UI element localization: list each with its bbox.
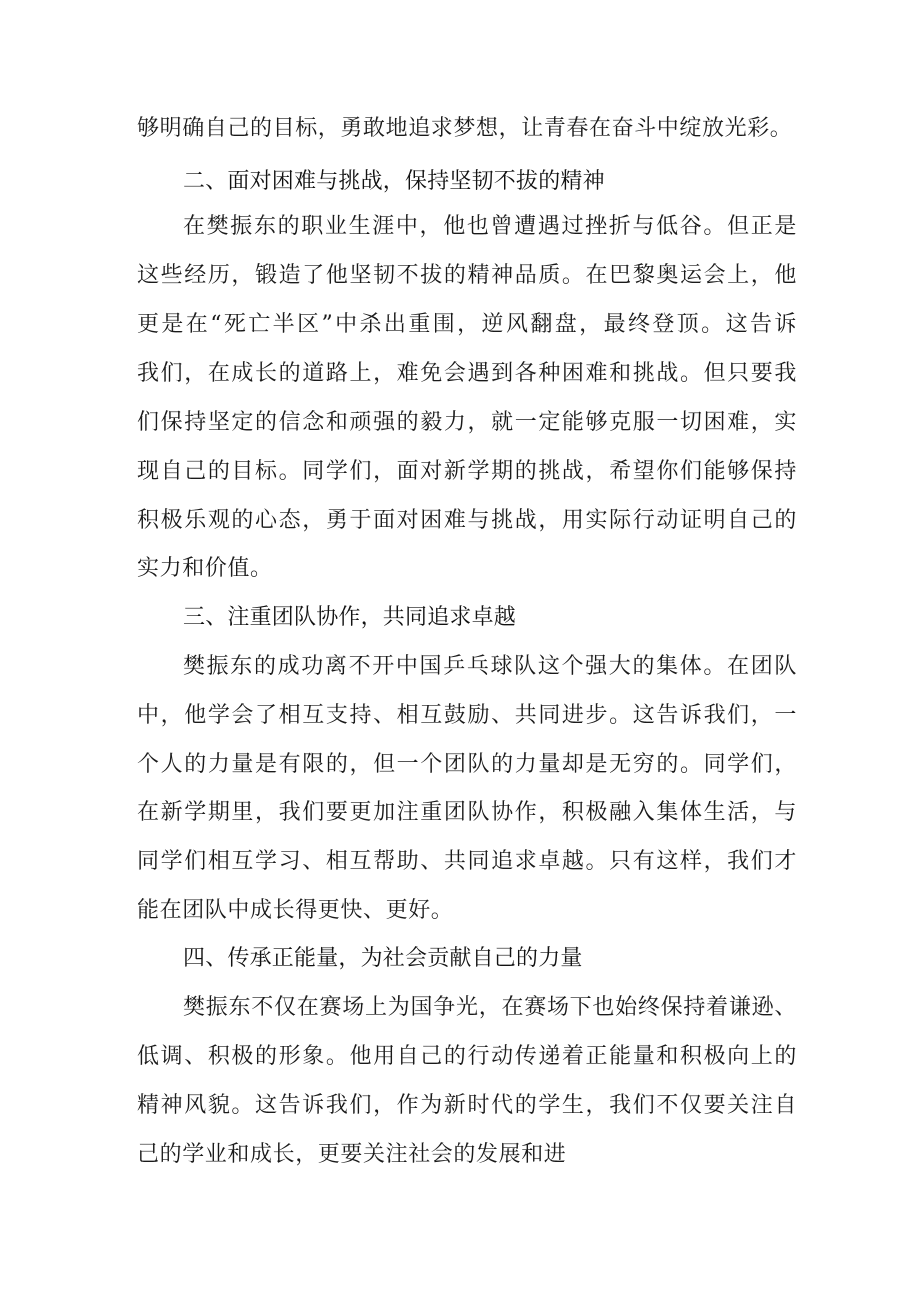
paragraph-line: 实力和价值。 <box>137 556 273 581</box>
paragraph-line: 够明确自己的目标，勇敢地追求梦想，让青春在奋斗中绽放光彩。 <box>137 116 793 141</box>
paragraph-line: 们保持坚定的信念和顽强的毅力，就一定能够克服一切困难，实 <box>137 410 797 435</box>
paragraph-line: 樊振东的成功离不开中国乒乓球队这个强大的集体。在团队 <box>183 654 797 679</box>
section-heading-3: 三、注重团队协作，共同追求卓越 <box>183 605 517 630</box>
paragraph-line: 在樊振东的职业生涯中，他也曾遭遇过挫折与低谷。但正是 <box>183 214 797 239</box>
paragraph-line: 现自己的目标。同学们，面对新学期的挑战，希望你们能够保持 <box>137 459 797 484</box>
paragraph-line: 己的学业和成长，更要关注社会的发展和进 <box>137 1142 567 1167</box>
paragraph-line: 能在团队中成长得更快、更好。 <box>137 898 454 923</box>
paragraph-line: 积极乐观的心态，勇于面对困难与挑战，用实际行动证明自己的 <box>137 508 797 533</box>
section-heading-4: 四、传承正能量，为社会贡献自己的力量 <box>183 946 583 971</box>
section-heading-2: 二、面对困难与挑战，保持坚韧不拔的精神 <box>183 169 605 194</box>
paragraph-line: 在新学期里，我们要更加注重团队协作，积极融入集体生活，与 <box>137 800 797 825</box>
paragraph-line: 精神风貌。这告诉我们，作为新时代的学生，我们不仅要关注自 <box>137 1093 797 1118</box>
paragraph-line: 中，他学会了相互支持、相互鼓励、共同进步。这告诉我们，一 <box>137 703 797 728</box>
paragraph-line: 樊振东不仅在赛场上为国争光，在赛场下也始终保持着谦逊、 <box>183 995 797 1020</box>
paragraph-line: 我们，在成长的道路上，难免会遇到各种困难和挑战。但只要我 <box>137 361 797 386</box>
paragraph-line: 同学们相互学习、相互帮助、共同追求卓越。只有这样，我们才 <box>137 849 797 874</box>
paragraph-line: 低调、积极的形象。他用自己的行动传递着正能量和积极向上的 <box>137 1044 797 1069</box>
paragraph-line: 这些经历，锻造了他坚韧不拔的精神品质。在巴黎奥运会上，他 <box>137 263 797 288</box>
paragraph-line: 个人的力量是有限的，但一个团队的力量却是无穷的。同学们， <box>137 752 797 777</box>
paragraph-line: 更是在“死亡半区”中杀出重围，逆风翻盘，最终登顶。这告诉 <box>137 312 797 337</box>
